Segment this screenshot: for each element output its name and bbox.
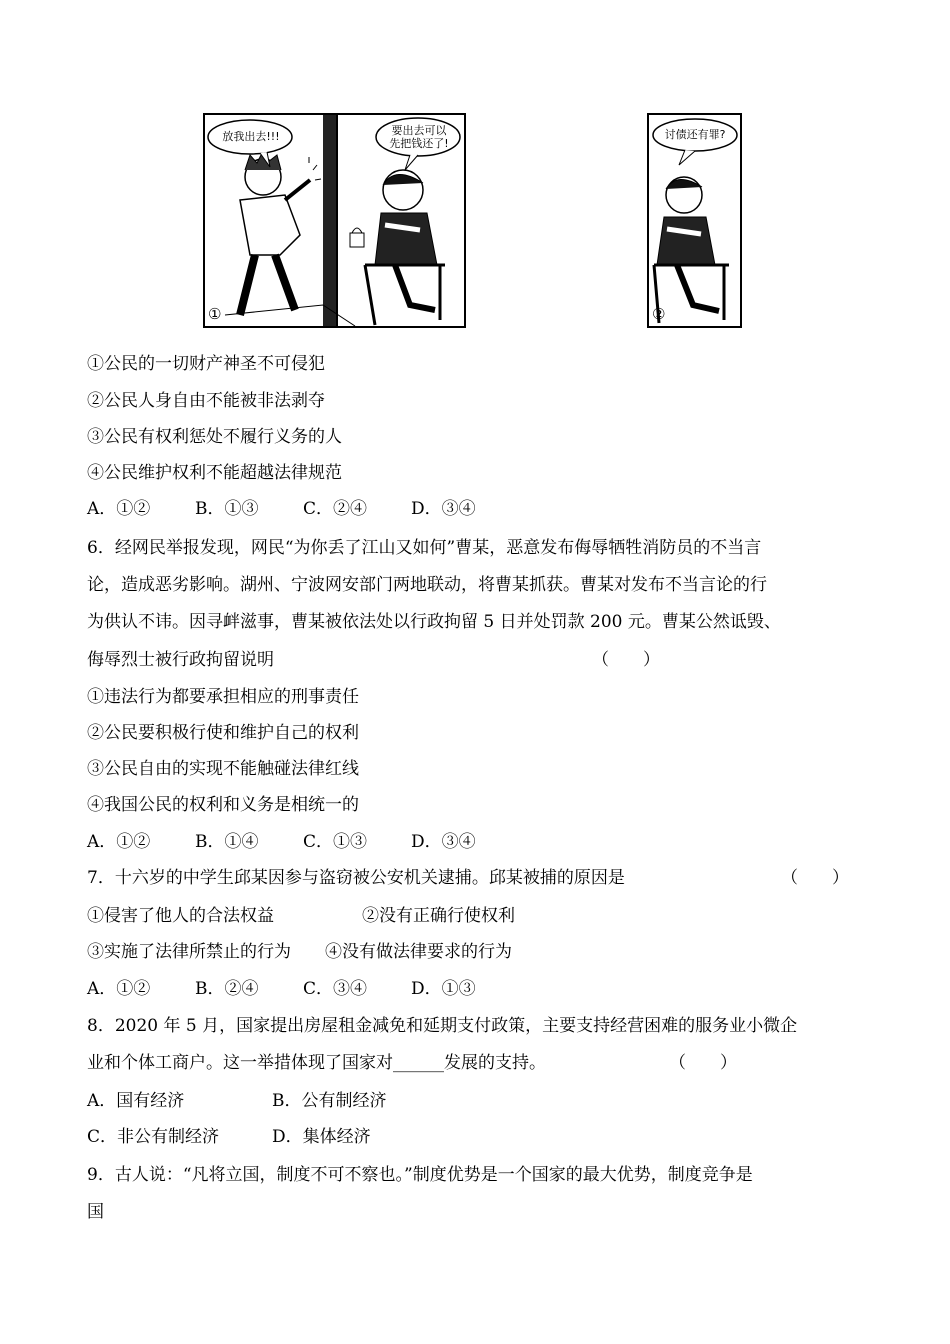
panel-number-1: ①: [208, 305, 222, 323]
q7-choice-c: C．③④: [303, 979, 368, 999]
q6-choices: [87, 830, 476, 854]
q7-option-1: ①侵害了他人的合法权益: [87, 906, 274, 926]
q5-option-1: ①公民的一切财产神圣不可侵犯: [87, 354, 325, 374]
q7-choice-a: A．①②: [87, 979, 151, 999]
q5-choices: [87, 497, 476, 521]
q5-choice-c: C．②④: [303, 499, 368, 519]
q6-choice-d: D．③④: [411, 832, 476, 852]
q8-choices-row-1: [87, 1089, 387, 1113]
q8-choice-b: B．公有制经济: [272, 1091, 387, 1111]
q8-choices-row-2: [87, 1125, 371, 1149]
q8-choice-d: D．集体经济: [272, 1127, 371, 1147]
comic-panel-1: [203, 113, 466, 328]
q6-choice-a: A．①②: [87, 832, 151, 852]
q5-option-2: ②公民人身自由不能被非法剥夺: [87, 391, 325, 411]
q7-options-row-1: [87, 904, 515, 928]
q7-stem: [87, 866, 849, 890]
q8-stem-line-1: 8．2020 年 5 月，国家提出房屋租金减免和延期支付政策，主要支持经营困难的服务业小微企: [87, 1016, 798, 1036]
q6-option-4: ④我国公民的权利和义务是相统一的: [87, 795, 359, 815]
bubble-right-text: 要出去可以 先把钱还了!: [389, 124, 449, 150]
q8-choice-a: A．国有经济: [87, 1091, 185, 1111]
q7-options-row-2: [87, 940, 512, 964]
q6-option-3: ③公民自由的实现不能触碰法律红线: [87, 759, 359, 779]
q8-choice-c: C．非公有制经济: [87, 1127, 220, 1147]
q6-choice-c: C．①③: [303, 832, 368, 852]
q5-choice-a: A．①②: [87, 499, 151, 519]
q7-option-2: ②没有正确行使权利: [362, 906, 515, 926]
q9-stem-line-2: 国: [87, 1202, 104, 1222]
bubble-panel2-text: 讨债还有罪?: [664, 128, 726, 141]
q7-choice-d: D．①③: [411, 979, 476, 999]
bubble-left-text: 放我出去!!!: [222, 130, 280, 143]
q6-choice-b: B．①④: [195, 832, 259, 852]
q7-choices: [87, 977, 476, 1001]
q5-choice-d: D．③④: [411, 499, 476, 519]
q7-choice-b: B．②④: [195, 979, 259, 999]
q6-stem-line-2: 论，造成恶劣影响。湖州、宁波网安部门两地联动，将曹某抓获。曹某对发布不当言论的行: [87, 575, 767, 595]
comic-drawing-2: [649, 115, 740, 326]
q6-option-2: ②公民要积极行使和维护自己的权利: [87, 723, 359, 743]
q5-option-3: ③公民有权利惩处不履行义务的人: [87, 427, 342, 447]
q5-choice-b: B．①③: [195, 499, 259, 519]
q8-stem-line-2: [87, 1051, 737, 1075]
panel-number-2: ②: [652, 305, 666, 323]
q7-option-4: ④没有做法律要求的行为: [325, 942, 512, 962]
q5-option-4: ④公民维护权利不能超越法律规范: [87, 463, 342, 483]
q7-option-3: ③实施了法律所禁止的行为: [87, 942, 291, 962]
q6-stem-line-3: 为供认不讳。因寻衅滋事，曹某被依法处以行政拘留 5 日并处罚款 200 元。曹某公然诋毁、: [87, 612, 781, 632]
q6-stem-line-1: 6．经网民举报发现，网民“为你丢了江山又如何”曹某，恶意发布侮辱牺牲消防员的不当言: [87, 538, 762, 558]
q8-stem-text: 业和个体工商户。这一举措体现了国家对______发展的支持。: [87, 1053, 546, 1073]
q9-stem-line-1: 9．古人说：“凡将立国，制度不可不察也。”制度优势是一个国家的最大优势，制度竞争是: [87, 1165, 753, 1185]
q6-option-1: ①违法行为都要承担相应的刑事责任: [87, 687, 359, 707]
q6-answer-paren: （ ）: [592, 650, 660, 670]
q8-answer-paren: （ ）: [669, 1053, 737, 1073]
comic-panel-2: [647, 113, 742, 328]
q7-stem-text: 7．十六岁的中学生邱某因参与盗窃被公安机关逮捕。邱某被捕的原因是: [87, 868, 625, 888]
q7-answer-paren: （ ）: [781, 868, 849, 888]
q6-stem-line-4: [87, 648, 660, 672]
q6-stem-text: 侮辱烈士被行政拘留说明: [87, 650, 274, 670]
